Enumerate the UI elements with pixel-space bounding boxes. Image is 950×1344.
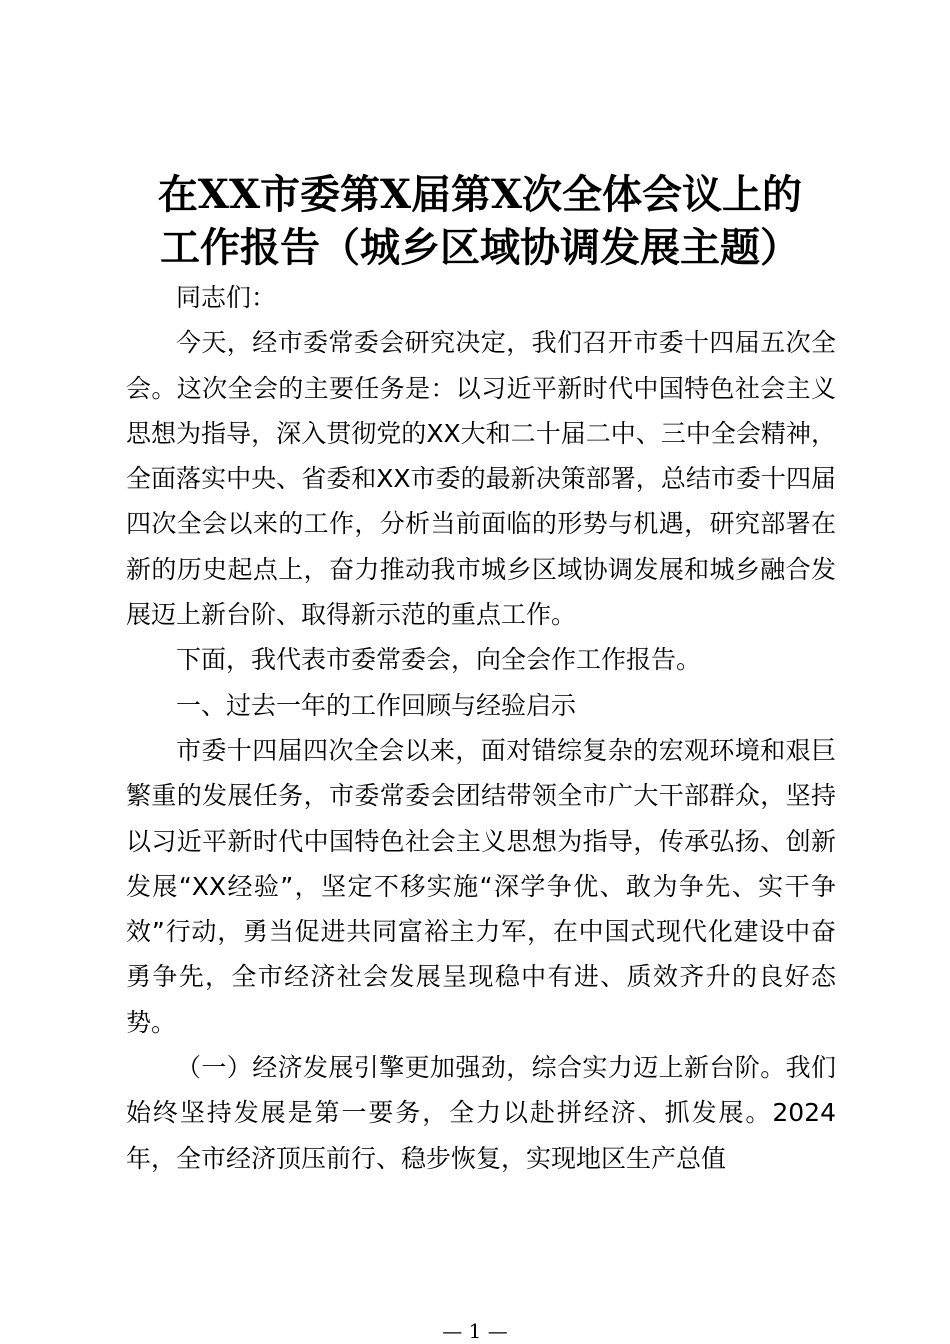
document-body (126, 275, 836, 1181)
document-title (110, 168, 850, 274)
title-line-2: 工作报告（城乡区域协调发展主题） (160, 224, 800, 271)
title-line-1: 在XX市委第X届第X次全体会议上的 (157, 171, 803, 218)
salutation: 同志们： (176, 283, 277, 312)
paragraph-report-intro: 下面，我代表市委常委会，向全会作工作报告。 (176, 645, 702, 675)
section-heading-1: 一、过去一年的工作回顾与经验启示 (176, 690, 577, 720)
paragraph-review: 市委十四届四次全会以来，面对错综复杂的宏观环境和艰巨繁重的发展任务，市委常委会团结带领全市广大干部群众，坚持以习近平新时代中国特色社会主义思想为指导，传承弘扬、创新发展“XX经验”，坚定不移实施“深学争优、敢为争先、实干争效”行动，勇当促进共同富裕主力军，在中国式现代化建设中奋勇争先，全市经济社会发展呈现稳中有进、质效齐升的良好态势。 (126, 735, 836, 1037)
paragraph-opening: 今天，经市委常委会研究决定，我们召开市委十四届五次全会。这次全会的主要任务是：以习近平新时代中国特色社会主义思想为指导，深入贯彻党的XX大和二十届二中、三中全会精神，全面落实中央、省委和XX市委的最新决策部署，总结市委十四届四次全会以来的工作，分析当前面临的形势与机遇，研究部署在新的历史起点上，奋力推动我市城乡区域协调发展和城乡融合发展迈上新台阶、取得新示范的重点工作。 (126, 328, 836, 630)
paragraph-economy: （一）经济发展引擎更加强劲，综合实力迈上新台阶。我们始终坚持发展是第一要务，全力以赴拼经济、抓发展。2024年，全市经济顶压前行、稳步恢复，实现地区生产总值 (126, 1053, 836, 1173)
page-number: — 1 — (442, 1319, 508, 1343)
